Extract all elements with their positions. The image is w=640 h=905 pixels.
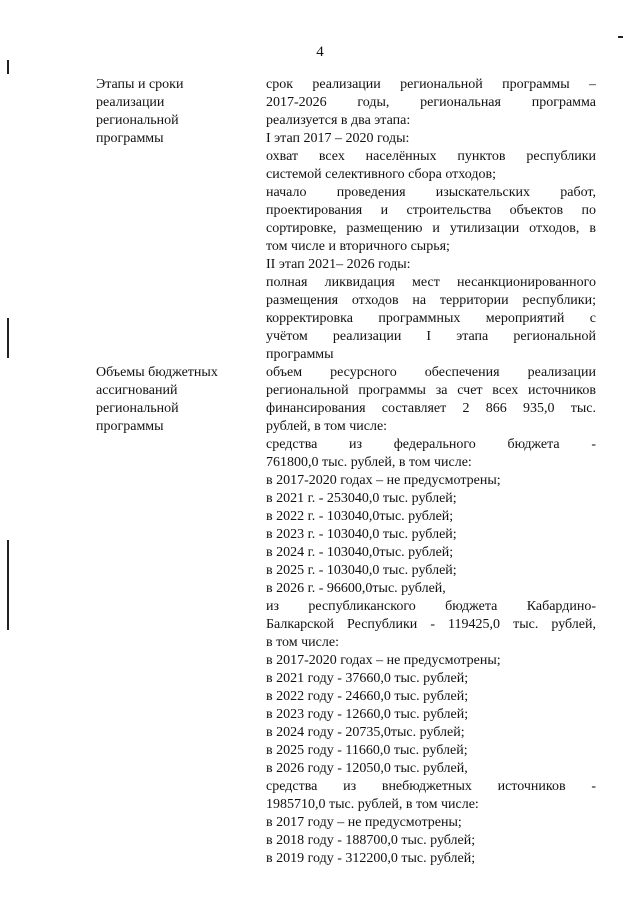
text-line: в 2022 году - 24660,0 тыс. рублей; <box>266 689 469 704</box>
text-line: в 2021 году - 37660,0 тыс. рублей; <box>266 671 469 686</box>
text-line: проектирования и строительства объектов по <box>266 203 596 218</box>
section-content-budget <box>266 364 596 868</box>
text-line: региональной программы за счет всех источников <box>266 383 596 398</box>
text-line: I этап 2017 – 2020 годы: <box>266 131 410 146</box>
scan-edge-mark <box>7 318 9 358</box>
text-line: в 2017-2020 годах – не предусмотрены; <box>266 653 501 668</box>
text-line: начало проведения изыскательских работ, <box>266 185 596 200</box>
text-line: финансирования составляет 2 866 935,0 тыс. <box>266 401 596 416</box>
text-line: корректировка программных мероприятий с <box>266 311 596 326</box>
text-line: средства из федерального бюджета - <box>266 437 596 452</box>
text-line: охват всех населённых пунктов республики <box>266 149 596 164</box>
text-line: 2017-2026 годы, региональная программа <box>266 95 596 110</box>
text-line: реализуется в два этапа: <box>266 113 411 128</box>
text-line: Балкарской Республики - 119425,0 тыс. рублей, <box>266 617 596 632</box>
section-label-line: реализации <box>96 95 165 110</box>
text-line: в 2019 году - 312200,0 тыс. рублей; <box>266 851 476 866</box>
text-line: том числе и вторичного сырья; <box>266 239 450 254</box>
text-line: в том числе: <box>266 635 339 650</box>
text-line: системой селективного сбора отходов; <box>266 167 496 182</box>
section-label-line: программы <box>96 419 164 434</box>
section-label-line: ассигнований <box>96 383 178 398</box>
scan-edge-mark <box>7 540 9 630</box>
section-label-budget <box>96 364 246 436</box>
text-line: полная ликвидация мест несанкционированного <box>266 275 596 290</box>
text-line: в 2018 году - 188700,0 тыс. рублей; <box>266 833 476 848</box>
text-line: 761800,0 тыс. рублей, в том числе: <box>266 455 472 470</box>
text-line: в 2021 г. - 253040,0 тыс. рублей; <box>266 491 457 506</box>
text-line: 1985710,0 тыс. рублей, в том числе: <box>266 797 479 812</box>
text-line: в 2022 г. - 103040,0тыс. рублей; <box>266 509 454 524</box>
section-label-line: Объемы бюджетных <box>96 365 218 380</box>
page-number: 4 <box>316 44 324 60</box>
text-line: в 2024 году - 20735,0тыс. рублей; <box>266 725 465 740</box>
section-label-line: программы <box>96 131 164 146</box>
text-line: в 2026 году - 12050,0 тыс. рублей, <box>266 761 468 776</box>
section-label-line: региональной <box>96 401 179 416</box>
text-line: учётом реализации I этапа региональной <box>266 329 596 344</box>
text-line: объем ресурсного обеспечения реализации <box>266 365 596 380</box>
section-label-line: Этапы и сроки <box>96 77 184 92</box>
scan-edge-mark <box>7 60 9 74</box>
text-line: средства из внебюджетных источников - <box>266 779 596 794</box>
text-line: рублей, в том числе: <box>266 419 388 434</box>
section-label-stages <box>96 76 246 148</box>
text-line: в 2017-2020 годах – не предусмотрены; <box>266 473 501 488</box>
text-line: в 2024 г. - 103040,0тыс. рублей; <box>266 545 454 560</box>
section-content-stages <box>266 76 596 364</box>
text-line: в 2023 году - 12660,0 тыс. рублей; <box>266 707 469 722</box>
text-line: в 2023 г. - 103040,0 тыс. рублей; <box>266 527 457 542</box>
text-line: сортировке, размещению и утилизации отходов, в <box>266 221 596 236</box>
text-line: из республиканского бюджета Кабардино- <box>266 599 596 614</box>
text-line: срок реализации региональной программы – <box>266 77 596 92</box>
text-line: в 2025 году - 11660,0 тыс. рублей; <box>266 743 468 758</box>
section-label-line: региональной <box>96 113 179 128</box>
text-line: в 2017 году – не предусмотрены; <box>266 815 462 830</box>
scan-edge-mark <box>618 36 623 38</box>
text-line: программы <box>266 347 334 362</box>
text-line: размещения отходов на территории республики; <box>266 293 596 308</box>
text-line: в 2026 г. - 96600,0тыс. рублей, <box>266 581 446 596</box>
text-line: II этап 2021– 2026 годы: <box>266 257 411 272</box>
text-line: в 2025 г. - 103040,0 тыс. рублей; <box>266 563 457 578</box>
